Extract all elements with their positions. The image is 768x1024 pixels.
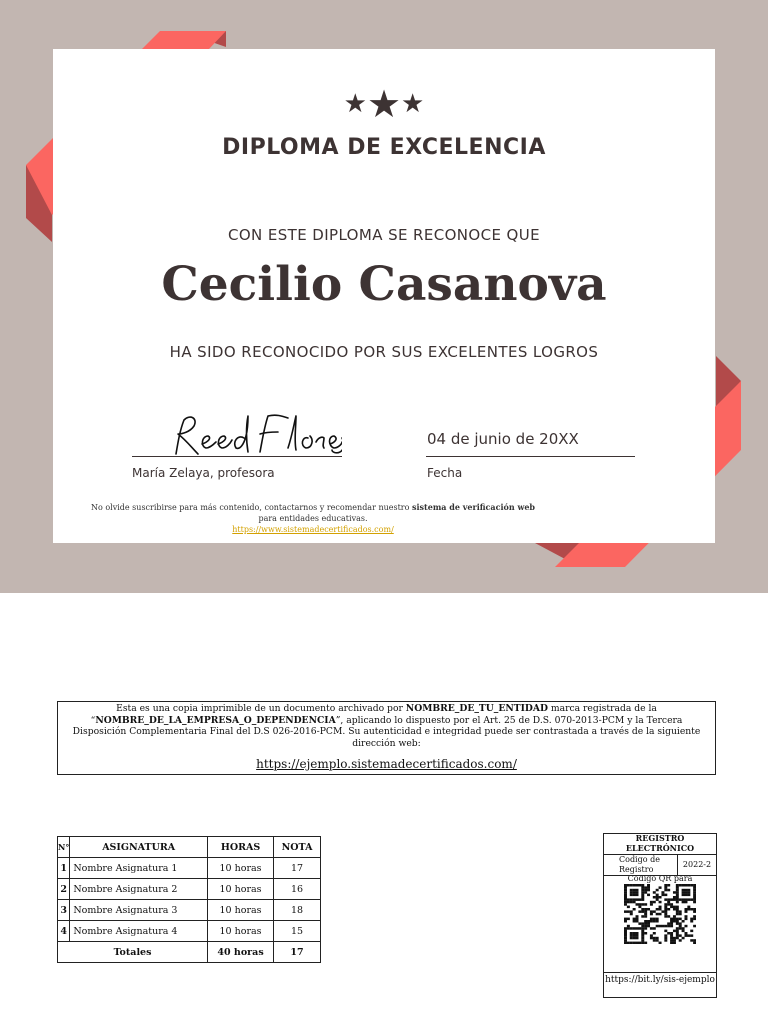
totals-hours: 40 horas bbox=[208, 942, 274, 963]
footer-link[interactable]: https://www.sistemadecertificados.com/ bbox=[232, 525, 394, 534]
row-grade: 15 bbox=[274, 921, 321, 942]
diploma-card bbox=[53, 49, 715, 543]
row-grade: 17 bbox=[274, 858, 321, 879]
notice-text-2: marca registrada de la “ bbox=[90, 703, 657, 726]
notice-text-3: ”, aplicando lo dispuesto por el Art. 25 de D.S. 070-2013-PCM y la Tercera Disposición Complementaria Final del D.S 026-2016-PCM. Su autenticidad e integridad puede ser contrastada a través de la siguiente dirección web: bbox=[72, 714, 701, 749]
table-row bbox=[58, 858, 321, 879]
registry-code-label: Codigo de Registro bbox=[604, 855, 678, 875]
company-name: NOMBRE_DE_LA_EMPRESA_O_DEPENDENCIA bbox=[95, 714, 336, 726]
three-stars-icon: ★★★ bbox=[343, 82, 425, 126]
row-hours: 10 horas bbox=[208, 858, 274, 879]
row-grade: 18 bbox=[274, 900, 321, 921]
row-hours: 10 horas bbox=[208, 921, 274, 942]
totals-label: Totales bbox=[58, 942, 208, 963]
row-number: 1 bbox=[58, 858, 70, 879]
registry-code-row bbox=[604, 855, 716, 876]
diploma-footer bbox=[53, 502, 573, 535]
registry-box bbox=[603, 833, 717, 998]
row-grade: 16 bbox=[274, 879, 321, 900]
qr-section bbox=[604, 876, 716, 973]
entity-name: NOMBRE_DE_TU_ENTIDAD bbox=[405, 703, 548, 714]
handwritten-signature bbox=[132, 412, 342, 460]
row-number: 4 bbox=[58, 921, 70, 942]
footer-bold-text: sistema de verificación web bbox=[412, 502, 536, 512]
recipient-name: Cecilio Casanova bbox=[161, 257, 607, 312]
signature-line bbox=[132, 456, 342, 457]
achievement-text: HA SIDO RECONOCIDO POR SUS EXCELENTES LOGROS bbox=[169, 343, 599, 361]
registry-code-value: 2022-2 bbox=[682, 860, 712, 869]
footer-text: No olvide suscribirse para más contenido, contactarnos y recomendar nuestro bbox=[90, 503, 412, 512]
column-header-subject: ASIGNATURA bbox=[70, 837, 208, 858]
table-header-row bbox=[58, 837, 321, 858]
qr-code-icon[interactable] bbox=[624, 884, 696, 944]
notice-text-1: Esta es una copia imprimible de un documento archivado por bbox=[116, 703, 406, 714]
verification-link[interactable]: https://ejemplo.sistemadecertificados.com/ bbox=[256, 757, 517, 771]
grades-table bbox=[57, 836, 321, 963]
registry-link[interactable]: https://bit.ly/sis-ejemplo bbox=[605, 975, 715, 985]
diploma-date: 04 de junio de 20XX bbox=[427, 430, 579, 448]
row-number: 3 bbox=[58, 900, 70, 921]
footer-text-2: para entidades educativas. bbox=[258, 514, 368, 523]
row-hours: 10 horas bbox=[208, 900, 274, 921]
row-subject: Nombre Asignatura 4 bbox=[70, 921, 208, 942]
date-label: Fecha bbox=[427, 466, 463, 480]
row-subject: Nombre Asignatura 2 bbox=[70, 879, 208, 900]
table-row bbox=[58, 900, 321, 921]
legal-notice bbox=[57, 701, 716, 775]
signer-name: María Zelaya, profesora bbox=[132, 466, 275, 480]
column-header-number: N° bbox=[58, 837, 70, 858]
totals-grade: 17 bbox=[274, 942, 321, 963]
row-number: 2 bbox=[58, 879, 70, 900]
row-subject: Nombre Asignatura 1 bbox=[70, 858, 208, 879]
totals-row bbox=[58, 942, 321, 963]
column-header-hours: HORAS bbox=[208, 837, 274, 858]
table-row bbox=[58, 921, 321, 942]
qr-label: Código QR para bbox=[627, 876, 693, 883]
table-row bbox=[58, 879, 321, 900]
date-line bbox=[426, 456, 635, 457]
column-header-grade: NOTA bbox=[274, 837, 321, 858]
diploma-title: DIPLOMA DE EXCELENCIA bbox=[222, 135, 546, 160]
diploma-intro: CON ESTE DIPLOMA SE RECONOCE QUE bbox=[227, 226, 541, 244]
row-hours: 10 horas bbox=[208, 879, 274, 900]
registry-title: REGISTRO ELECTRÓNICO bbox=[604, 834, 716, 855]
row-subject: Nombre Asignatura 3 bbox=[70, 900, 208, 921]
